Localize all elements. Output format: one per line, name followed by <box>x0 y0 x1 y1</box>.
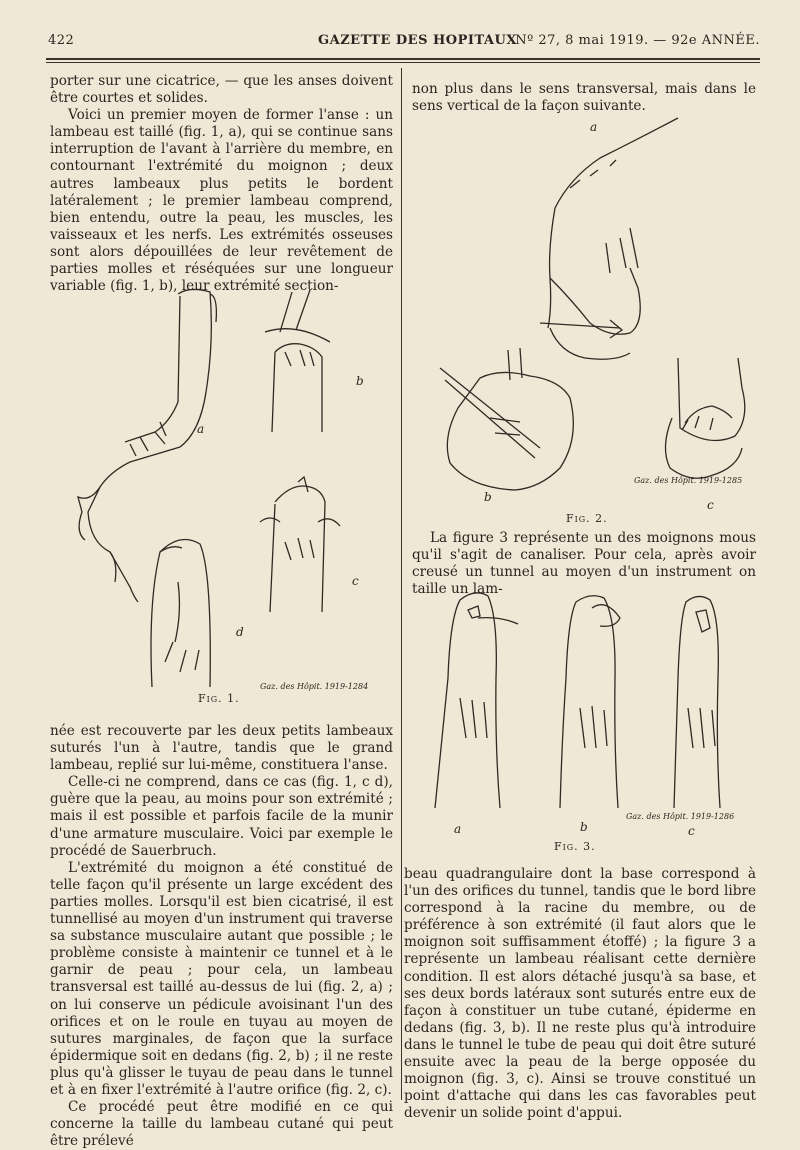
paragraph: beau quadrangulaire dont la base correspond à l'un des orifices du tunnel, tandis que le bord libre correspond à la racine du membre, ou de préférence à son extrémité (il faut alors que le moignon soit suffisamment étoffé) ; la figure 3 a représente un lambeau réalisant cette dernière condition. Il est alors détaché jusqu'à sa base, et ses deux bords latéraux sont suturés entre eux de façon à constituer un tube cutané, épiderme en dedans (fig. 3, b). Il ne reste plus qu'à introduire dans le tunnel le tube de peau qui doit être suturé ensuite avec la peau de la berge opposée du moignon (fig. 3, c). Ainsi se trouve constitué un point d'attache qui dans les cas favorables peut devenir un solide point d'appui. <box>404 866 756 1122</box>
paragraph: La figure 3 représente un des moignons mous qu'il s'agit de canaliser. Pour cela, après avoir creusé un tunnel au moyen d'un instrument on taille un lam- <box>412 530 756 598</box>
paragraph: Ce procédé peut être modifié en ce qui concerne la taille du lambeau cutané qui peut être prélevé <box>50 1099 393 1150</box>
paragraph: non plus dans le sens transversal, mais dans le sens vertical de la façon suivante. <box>412 81 756 115</box>
figure-2-credit: Gaz. des Hôpit. 1919-1285 <box>634 476 743 485</box>
figure-3-label-a: a <box>454 822 462 836</box>
figure-2-label-b: b <box>484 490 492 504</box>
figure-1-label-b: b <box>356 374 364 388</box>
figure-3-label-c: c <box>688 824 695 838</box>
paragraph: Celle-ci ne comprend, dans ce cas (fig. 1, c d), guère que la peau, au moins pour son extrémité ; mais il est possible et parfois facile de la munir d'une armature musculaire. Voici par exemple le procédé de Sauerbruch. <box>50 774 393 859</box>
header-rule <box>46 58 760 60</box>
right-column-top-text <box>412 81 756 115</box>
figure-2 <box>420 118 755 530</box>
paragraph: née est recouverte par les deux petits lambeaux suturés l'un à l'autre, tandis que le grand lambeau, replié sur lui-même, constituera l'anse. <box>50 723 393 774</box>
figure-1-credit: Gaz. des Hôpit. 1919-1284 <box>260 682 369 691</box>
figure-1-label-c: c <box>352 574 359 588</box>
figure-2-caption: Fig. 2. <box>566 512 608 525</box>
figure-3-credit: Gaz. des Hôpit. 1919-1286 <box>626 812 735 821</box>
figure-1-caption: Fig. 1. <box>198 692 240 705</box>
paragraph: porter sur une cicatrice, — que les anses doivent être courtes et solides. <box>50 73 393 107</box>
figure-2-illustration <box>420 118 755 530</box>
journal-title: GAZETTE DES HOPITAUX <box>318 33 517 48</box>
figure-3-label-b: b <box>580 820 588 834</box>
left-column-top-text <box>50 73 393 295</box>
figure-1-label-a: a <box>197 422 205 436</box>
paragraph: L'extrémité du moignon a été constitué de telle façon qu'il présente un large excédent des parties molles. Lorsqu'il est bien cicatrisé, il est tunnellisé au moyen d'un instrument qui traverse sa substance musculaire autant que possible ; le problème consiste à maintenir ce tunnel et à le garnir de peau ; pour cela, un lambeau transversal est taillé au-dessus de lui (fig. 2, a) ; on lui conserve un pédicule avoisinant l'un des orifices et on le roule en tuyau au moyen de sutures marginales, de façon que la surface épidermique soit en dedans (fig. 2, b) ; il ne reste plus qu'à glisser le tuyau de peau dans le tunnel et à en fixer l'extrémité à l'autre orifice (fig. 2, c). <box>50 859 393 1098</box>
issue-info: Nº 27, 8 mai 1919. — 92e ANNÉE. <box>515 33 760 48</box>
figure-3 <box>420 588 755 858</box>
left-column-bottom-text <box>50 723 393 1150</box>
paragraph: Voici un premier moyen de former l'anse : un lambeau est taillé (fig. 1, a), qui se continue sans interruption de l'avant à l'arrière du membre, en contournant l'extrémité du moignon ; deux autres lambeaux plus petits le bordent latéralement ; le premier lambeau comprend, bien entendu, outre la peau, les muscles, les vaisseaux et les nerfs. Les extrémités osseuses sont alors dépouillées de leur revêtement de parties molles et réséquées sur une longueur variable (fig. 1, b), leur extrémité section- <box>50 107 393 295</box>
column-divider <box>401 68 402 1100</box>
figure-2-label-c: c <box>707 498 714 512</box>
figure-1 <box>60 282 390 705</box>
header-rule-thin <box>46 62 760 63</box>
figure-2-label-a: a <box>590 120 598 134</box>
figure-3-caption: Fig. 3. <box>554 840 596 853</box>
running-header <box>48 33 760 55</box>
figure-1-label-d: d <box>236 625 244 639</box>
right-column-bottom-text <box>404 866 756 1122</box>
figure-1-illustration <box>60 282 390 702</box>
page-number: 422 <box>48 33 75 48</box>
